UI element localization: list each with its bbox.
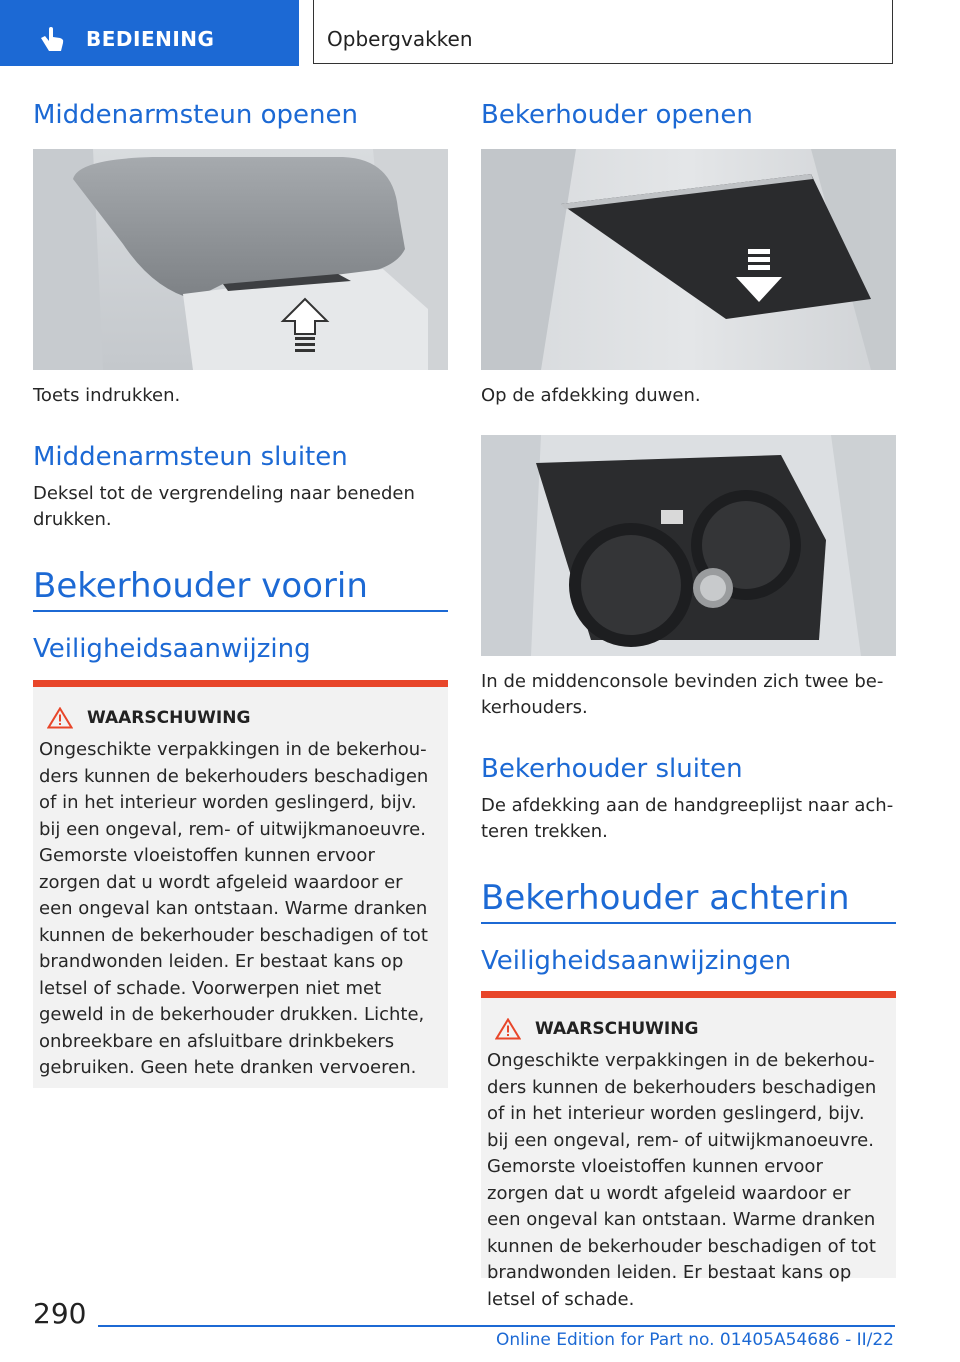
warning-triangle-icon: [495, 1018, 521, 1040]
warning-box: [33, 680, 448, 1088]
footer-rule: [98, 1325, 895, 1327]
section-tab: [0, 0, 299, 66]
cover-photo: [481, 149, 896, 370]
heading-cupholder-front: Bekerhouder voorin: [33, 566, 368, 606]
heading-safety-notes: Veiligheidsaanwijzingen: [481, 946, 792, 976]
caption-push-cover: Op de afdekking duwen.: [481, 385, 701, 406]
cupholder-photo: [481, 435, 896, 656]
caption-press-button: Toets indrukken.: [33, 385, 181, 406]
heading-armrest-open: Middenarmsteun openen: [33, 100, 358, 130]
heading-cupholder-open: Bekerhouder openen: [481, 100, 753, 130]
chapter-box: [313, 0, 893, 64]
warning-triangle-icon: [47, 707, 73, 729]
page-number: 290: [33, 1297, 87, 1330]
heading-cupholder-close: Bekerhouder sluiten: [481, 754, 743, 784]
heading-rule: [481, 922, 896, 924]
footer-edition: Online Edition for Part no. 01405A54686 - II/22: [495, 1330, 894, 1350]
heading-rule: [33, 610, 448, 612]
section-label: BEDIENING: [86, 27, 215, 51]
caption-two-cupholders: In de middenconsole bevinden zich twee bekerhouders.: [481, 671, 884, 718]
armrest-photo: [33, 149, 448, 370]
warning-title: WAARSCHUWING: [535, 1019, 699, 1039]
chapter-label: Opbergvakken: [327, 27, 473, 51]
cupholder-close-text: De afdekking aan de handgreeplijst naar achteren trekken.: [481, 795, 894, 842]
armrest-close-text: Deksel tot de vergrendeling naar beneden drukken.: [33, 483, 415, 530]
heading-safety-note: Veiligheidsaanwijzing: [33, 634, 311, 664]
warning-text: Ongeschikte verpakkingen in de bekerhouders kunnen de bekerhouders beschadigen of in het interieur worden geslingerd, bijv. bij een ongeval, rem- of uitwijkmanoeuvre. Gemorste vloeistoffen kunnen ervoor zorgen dat u wordt afgeleid waardoor er een ongeval kan ontstaan. Warme dranken kunnen de bekerhouder beschadigen of tot brandwonden leiden. Er bestaat kans op letsel of schade. Voorwerpen niet met geweld in de bekerhouder drukken. Lichte, onbreekbare en afsluitbare drinkbekers gebruiken. Geen hete dranken vervoeren.: [39, 739, 429, 1078]
heading-cupholder-rear: Bekerhouder achterin: [481, 878, 850, 918]
warning-text: Ongeschikte verpakkingen in de bekerhouders kunnen de bekerhouders beschadigen of in het interieur worden geslingerd, bijv. bij een ongeval, rem- of uitwijkmanoeuvre. Gemorste vloeistoffen kunnen ervoor zorgen dat u wordt afgeleid waardoor er een ongeval kan ontstaan. Warme dranken kunnen de bekerhouder beschadigen of tot brandwonden leiden. Er bestaat kans op letsel of schade.: [487, 1050, 877, 1310]
heading-armrest-close: Middenarmsteun sluiten: [33, 442, 348, 472]
warning-title: WAARSCHUWING: [87, 708, 251, 728]
hand-pointer-icon: [38, 26, 66, 52]
warning-box: [481, 991, 896, 1310]
